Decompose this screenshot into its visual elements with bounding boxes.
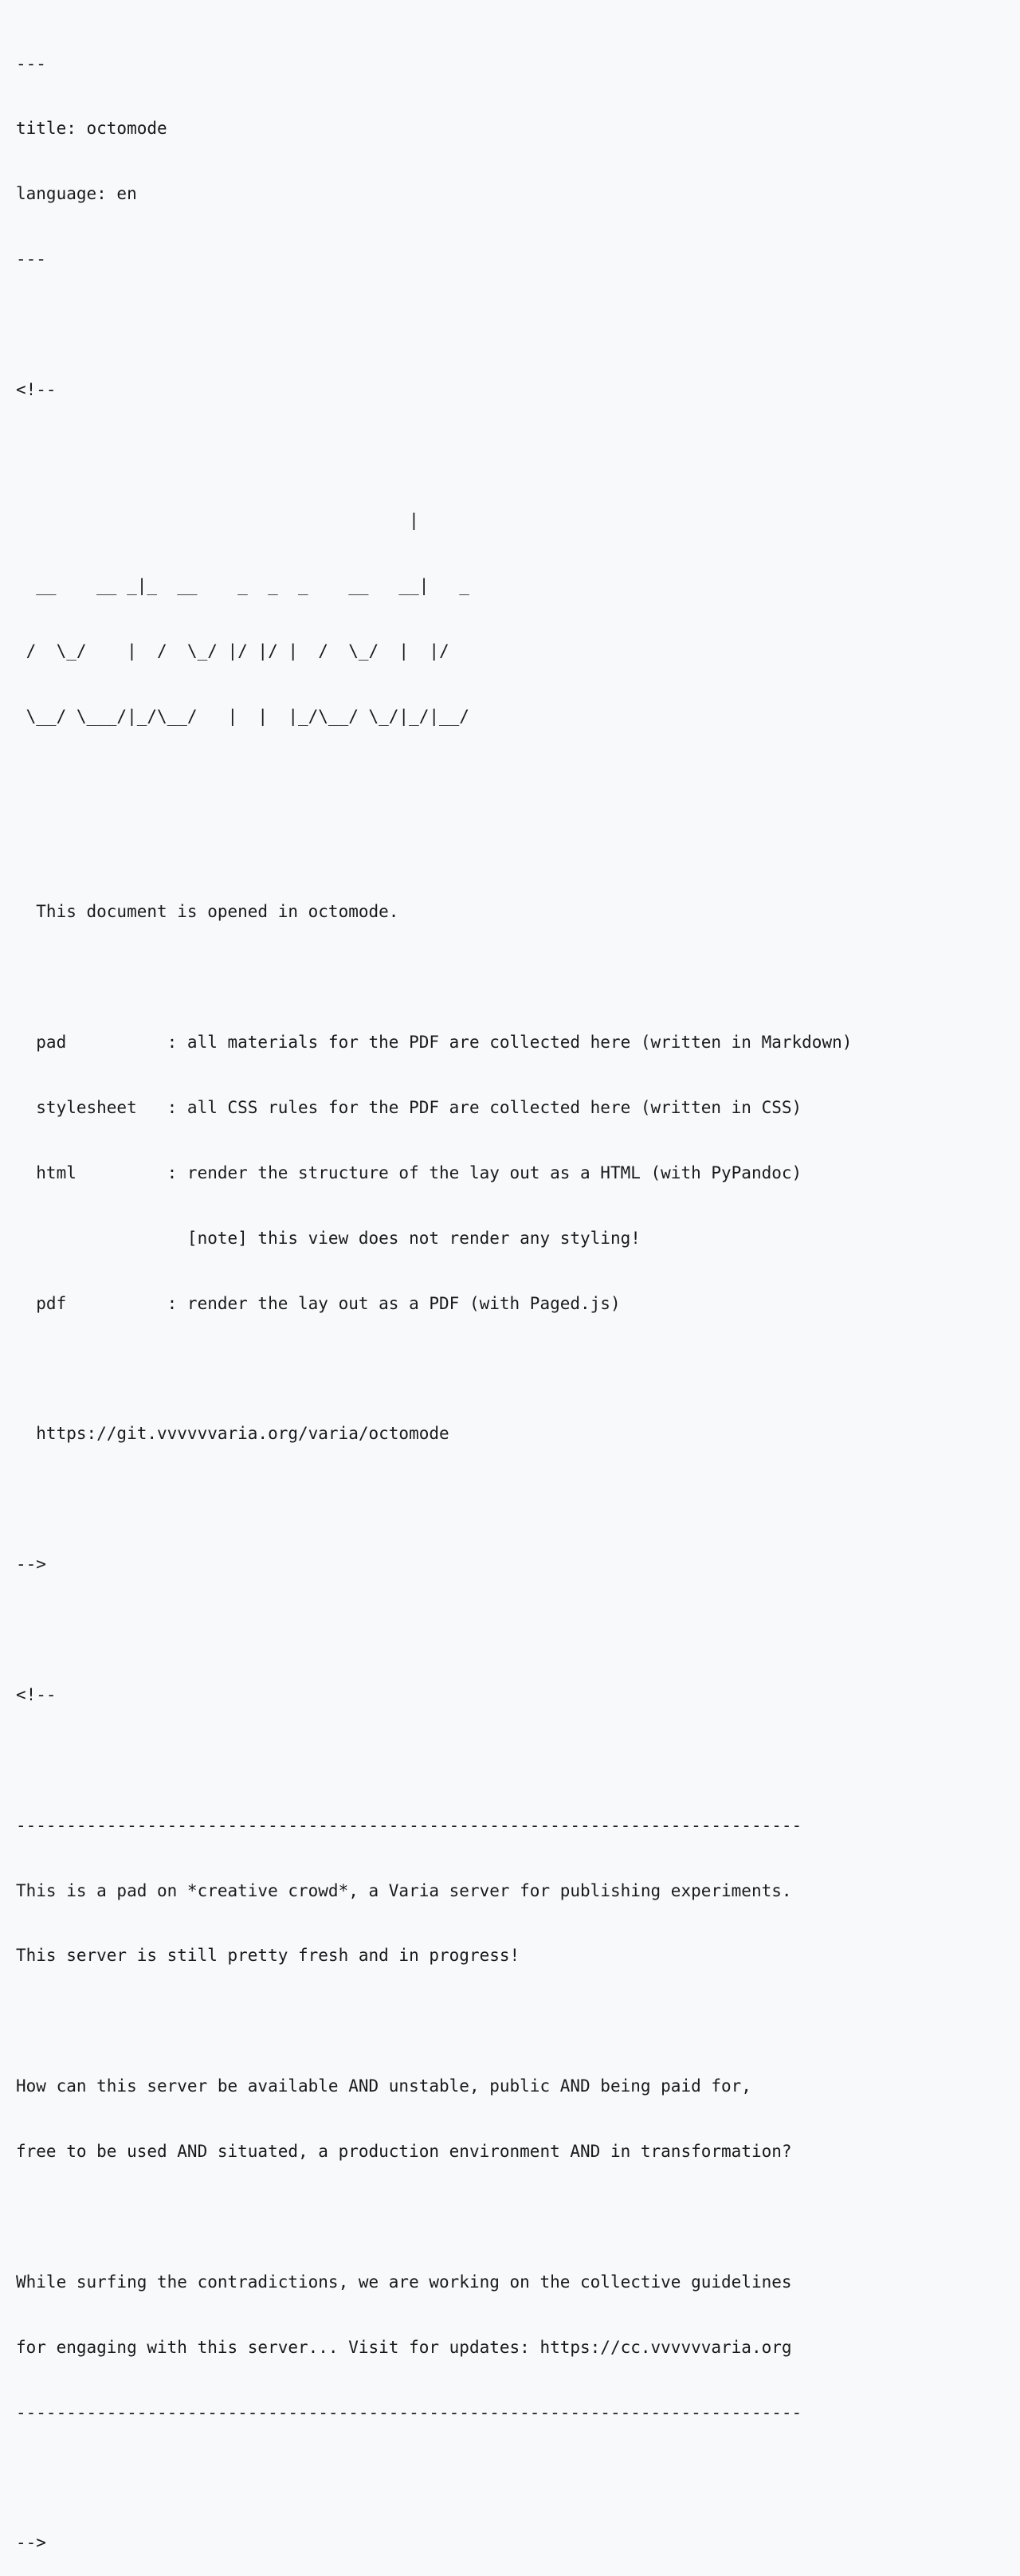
- ascii-logo-line-1: |: [16, 510, 419, 530]
- comment-close: -->: [16, 2533, 46, 2553]
- separator-line: ------------------------------------------------------------------------------: [16, 2402, 802, 2422]
- notice-line-6: for engaging with this server... Visit for updates: https://cc.vvvvvvaria.org: [16, 2337, 792, 2357]
- comment-open: <!--: [16, 380, 57, 400]
- blank-line: [16, 966, 1020, 988]
- blank-line: [16, 1488, 1020, 1510]
- frontmatter-language: language: en: [16, 184, 137, 204]
- blank-line: [16, 314, 1020, 335]
- info-pdf: pdf : render the lay out as a PDF (with Paged.js): [16, 1293, 621, 1313]
- frontmatter-title: title: octomode: [16, 119, 167, 139]
- info-html-note: [note] this view does not render any styling!: [16, 1228, 641, 1248]
- ascii-logo-line-2: __ __ _|_ __ _ _ _ __ __| _: [16, 575, 469, 595]
- frontmatter-delimiter-close: ---: [16, 249, 46, 269]
- notice-line-1: This is a pad on *creative crowd*, a Varia server for publishing experiments.: [16, 1880, 792, 1900]
- notice-line-3: How can this server be available AND unstable, public AND being paid for,: [16, 2076, 751, 2096]
- notice-line-2: This server is still pretty fresh and in progress!: [16, 1946, 520, 1966]
- blank-line: [16, 836, 1020, 857]
- blank-line: [16, 2010, 1020, 2032]
- repository-url: https://git.vvvvvvaria.org/varia/octomode: [16, 1424, 449, 1444]
- blank-line: [16, 2468, 1020, 2489]
- separator-line: ------------------------------------------------------------------------------: [16, 1815, 802, 1835]
- blank-line: [16, 1358, 1020, 1379]
- notice-line-4: free to be used AND situated, a production environment AND in transformation?: [16, 2142, 792, 2162]
- blank-line: [16, 2206, 1020, 2228]
- info-pad: pad : all materials for the PDF are collected here (written in Markdown): [16, 1032, 853, 1052]
- notice-line-5: While surfing the contradictions, we are working on the collective guidelines: [16, 2272, 792, 2292]
- blank-line: [16, 1619, 1020, 1641]
- ascii-logo-line-3: / \_/ | / \_/ |/ |/ | / \_/ | |/: [16, 641, 449, 661]
- blank-line: [16, 445, 1020, 466]
- blank-line: [16, 770, 1020, 792]
- comment-open: <!--: [16, 1684, 57, 1704]
- intro-text: This document is opened in octomode.: [16, 902, 399, 922]
- ascii-logo-line-4: \__/ \___/|_/\__/ | | |_/\__/ \_/|_/|__/: [16, 706, 469, 726]
- info-html: html : render the structure of the lay out as a HTML (with PyPandoc): [16, 1163, 802, 1182]
- blank-line: [16, 1750, 1020, 1771]
- comment-close: -->: [16, 1555, 46, 1574]
- info-stylesheet: stylesheet : all CSS rules for the PDF are collected here (written in CSS): [16, 1097, 802, 1117]
- frontmatter-delimiter-open: ---: [16, 53, 46, 73]
